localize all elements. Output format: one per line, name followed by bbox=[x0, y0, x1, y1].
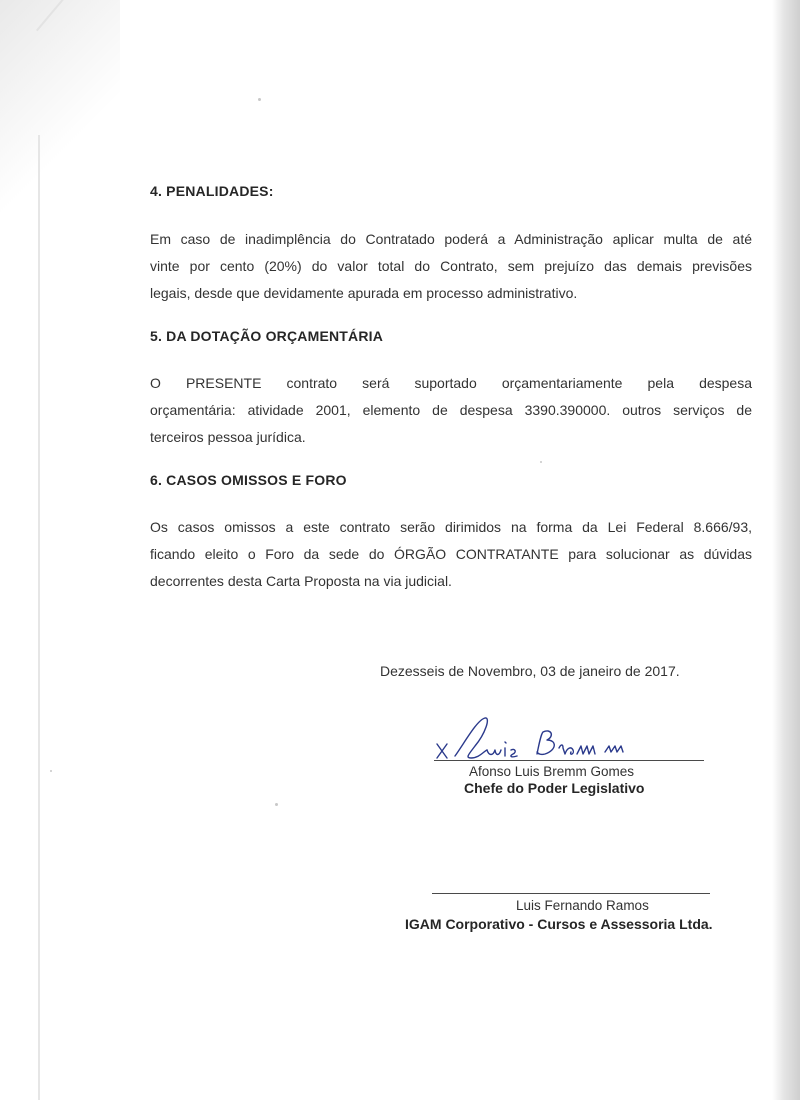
signature-line bbox=[434, 760, 704, 761]
paragraph-line: orçamentária: atividade 2001, elemento de despesa 3390.390000. outros serviços de bbox=[150, 402, 752, 418]
scan-speck bbox=[540, 461, 542, 463]
scan-right-edge bbox=[772, 0, 800, 1100]
signatory-name: Luis Fernando Ramos bbox=[516, 898, 649, 913]
section-heading-penalidades: 4. PENALIDADES: bbox=[150, 183, 274, 199]
paragraph-line: Os casos omissos a este contrato serão dirimidos na forma da Lei Federal 8.666/93, bbox=[150, 519, 752, 535]
signatory-name: Afonso Luis Bremm Gomes bbox=[469, 764, 635, 779]
signatory-title: Chefe do Poder Legislativo bbox=[464, 780, 645, 796]
section-paragraph-casos-omissos bbox=[150, 514, 752, 595]
signatory-title: IGAM Corporativo - Cursos e Assessoria Ltda. bbox=[405, 916, 713, 932]
scan-speck bbox=[50, 770, 52, 772]
paragraph-line: ficando eleito o Foro da sede do ÓRGÃO CONTRATANTE para solucionar as dúvidas bbox=[150, 546, 752, 562]
paragraph-line: legais, desde que devidamente apurada em processo administrativo. bbox=[150, 285, 578, 301]
section-paragraph-penalidades bbox=[150, 226, 752, 307]
section-paragraph-dotacao-orcamentaria bbox=[150, 370, 752, 451]
scan-fold-line bbox=[38, 135, 40, 1100]
scan-speck bbox=[258, 98, 261, 101]
paragraph-line: Em caso de inadimplência do Contratado poderá a Administração aplicar multa de até bbox=[150, 231, 752, 247]
section-heading-dotacao-orcamentaria: 5. DA DOTAÇÃO ORÇAMENTÁRIA bbox=[150, 328, 384, 344]
paragraph-line: O PRESENTE contrato será suportado orçamentariamente pela despesa bbox=[150, 375, 752, 391]
scan-speck bbox=[275, 803, 278, 806]
handwritten-signature bbox=[425, 712, 665, 772]
paragraph-line: vinte por cento (20%) do valor total do Contrato, sem prejuízo das demais previsões bbox=[150, 258, 752, 274]
date-line: Dezesseis de Novembro, 03 de janeiro de 2017. bbox=[380, 663, 680, 679]
paragraph-line: terceiros pessoa jurídica. bbox=[150, 429, 306, 445]
paragraph-line: decorrentes desta Carta Proposta na via judicial. bbox=[150, 573, 452, 589]
section-heading-casos-omissos: 6. CASOS OMISSOS E FORO bbox=[150, 472, 347, 488]
signature-line bbox=[432, 893, 710, 894]
scan-fold-shadow bbox=[0, 0, 120, 240]
